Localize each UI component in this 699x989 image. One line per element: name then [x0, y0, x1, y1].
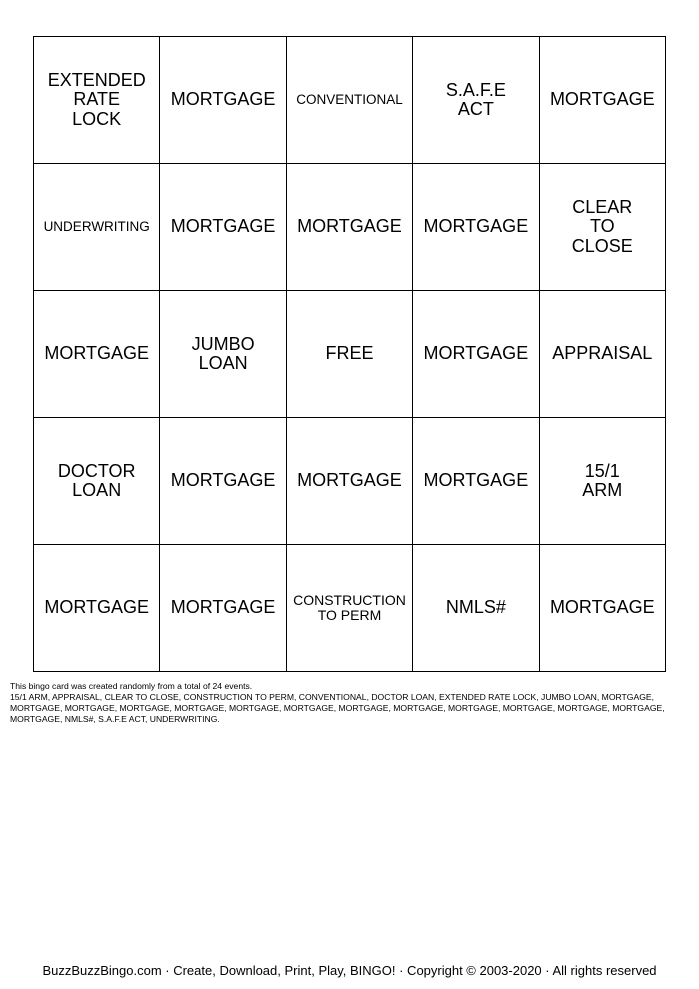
page-footer: BuzzBuzzBingo.com · Create, Download, Print, Play, BINGO! · Copyright © 2003-2020 · All rights reserved [42, 963, 657, 978]
bingo-cell: S.A.F.E ACT [413, 37, 539, 164]
bingo-cell: CONSTRUCTION TO PERM [286, 545, 412, 672]
bingo-cell: MORTGAGE [34, 291, 160, 418]
events-list: 15/1 ARM, APPRAISAL, CLEAR TO CLOSE, CONSTRUCTION TO PERM, CONVENTIONAL, DOCTOR LOAN, EXTENDED RATE LOCK, JUMBO LOAN, MORTGAGE, MORTGAGE, MORTGAGE, MORTGAGE, MORTGAGE, MORTGAGE, MORTGAGE, MORTGAGE, MORTGAGE, MORTGAGE, MORTGAGE, MORTGAGE, MORTGAGE, MORTGAGE, NMLS#, S.A.F.E ACT, UNDERWRITING. [10, 692, 665, 724]
bingo-cell: MORTGAGE [539, 37, 665, 164]
bingo-cell: NMLS# [413, 545, 539, 672]
card-notes [10, 681, 694, 725]
bingo-cell: EXTENDED RATE LOCK [34, 37, 160, 164]
bingo-cell: MORTGAGE [286, 164, 412, 291]
bingo-card [33, 36, 666, 672]
bingo-cell: DOCTOR LOAN [34, 418, 160, 545]
bingo-row [34, 37, 666, 164]
bingo-cell: MORTGAGE [413, 291, 539, 418]
bingo-cell: MORTGAGE [34, 545, 160, 672]
bingo-cell: CLEAR TO CLOSE [539, 164, 665, 291]
bingo-cell: MORTGAGE [413, 164, 539, 291]
bingo-row [34, 291, 666, 418]
bingo-cell: JUMBO LOAN [160, 291, 286, 418]
notes-intro: This bingo card was created randomly from a total of 24 events. [10, 681, 253, 691]
bingo-cell: MORTGAGE [160, 418, 286, 545]
bingo-row [34, 545, 666, 672]
bingo-cell: UNDERWRITING [34, 164, 160, 291]
bingo-row [34, 164, 666, 291]
bingo-cell: CONVENTIONAL [286, 37, 412, 164]
bingo-row [34, 418, 666, 545]
bingo-cell: MORTGAGE [413, 418, 539, 545]
bingo-free-cell: FREE [286, 291, 412, 418]
bingo-cell: MORTGAGE [160, 545, 286, 672]
bingo-cell: MORTGAGE [286, 418, 412, 545]
bingo-cell: MORTGAGE [539, 545, 665, 672]
bingo-cell: MORTGAGE [160, 37, 286, 164]
bingo-cell: MORTGAGE [160, 164, 286, 291]
bingo-cell: APPRAISAL [539, 291, 665, 418]
bingo-cell: 15/1 ARM [539, 418, 665, 545]
